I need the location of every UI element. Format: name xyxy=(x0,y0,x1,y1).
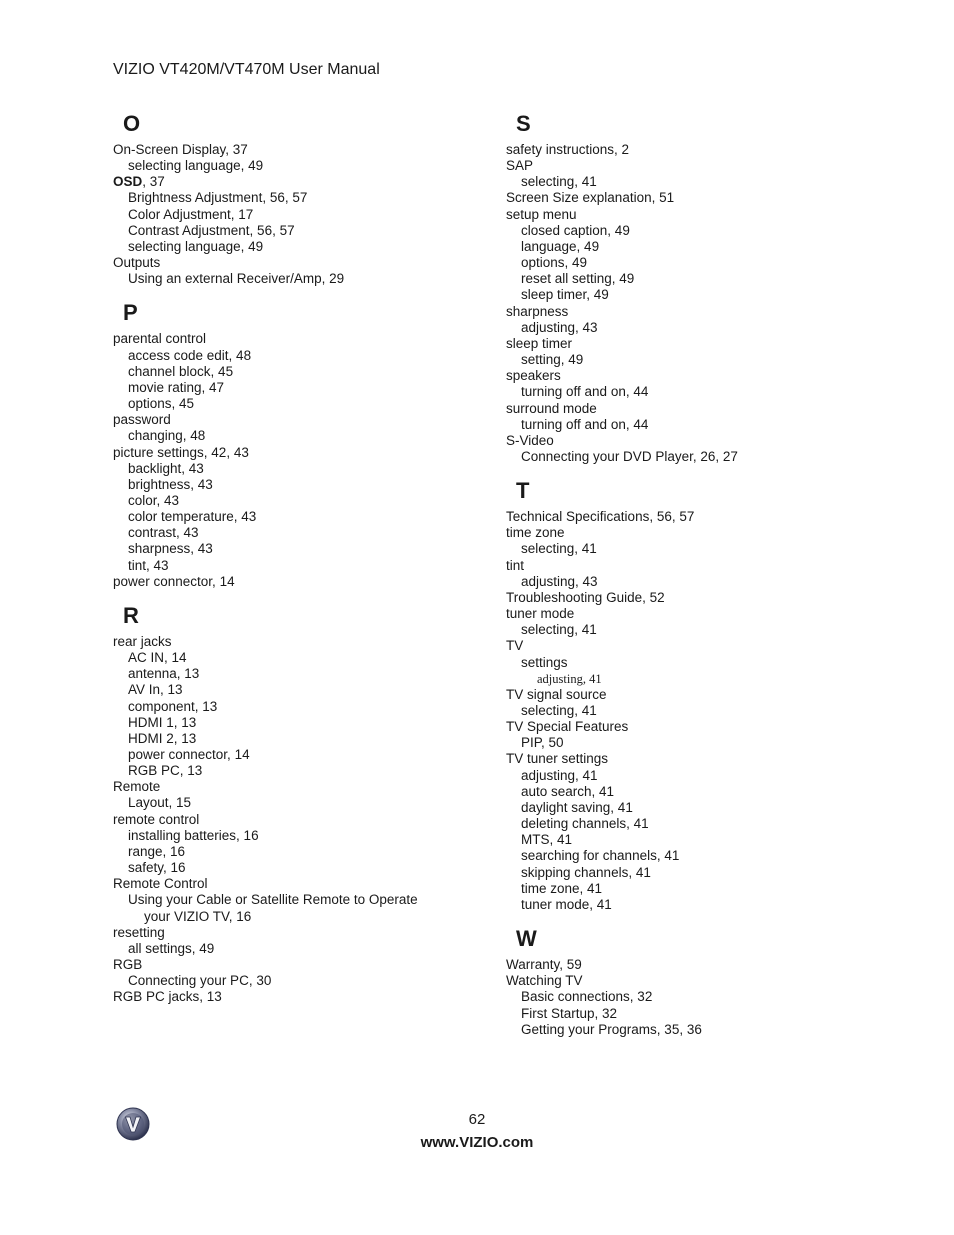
index-subentry: AV In, 13 xyxy=(128,682,183,698)
index-subentry: Basic connections, 32 xyxy=(521,989,653,1005)
index-entries xyxy=(113,142,493,287)
index-subentry: language, 49 xyxy=(521,238,600,254)
index-entry: RGB xyxy=(113,957,143,973)
index-entry: rear jacks xyxy=(113,633,172,649)
index-subentry: HDMI 1, 13 xyxy=(128,714,197,730)
index-entries xyxy=(506,957,886,1038)
section-letter: W xyxy=(516,926,537,952)
index-subentry: turning off and on, 44 xyxy=(521,416,649,432)
section-letter: P xyxy=(123,300,138,326)
index-subentry: adjusting, 41 xyxy=(537,671,602,686)
index-entry: TV Special Features xyxy=(506,719,629,735)
index-entry: safety instructions, 2 xyxy=(506,142,630,157)
index-subentry: range, 16 xyxy=(128,843,186,859)
index-entries xyxy=(113,634,493,1006)
index-entry: TV xyxy=(506,638,524,654)
index-subentry: searching for channels, 41 xyxy=(521,848,680,864)
index-entry: surround mode xyxy=(506,400,597,416)
index-entries xyxy=(113,331,493,590)
index-subentry: closed caption, 49 xyxy=(521,222,630,238)
index-entry: password xyxy=(113,412,171,428)
index-subentry: adjusting, 43 xyxy=(521,573,598,589)
index-entry: S-Video xyxy=(506,432,554,448)
index-subentry: turning off and on, 44 xyxy=(521,384,649,400)
section-letter: S xyxy=(516,111,531,136)
index-subentry: all settings, 49 xyxy=(128,940,215,956)
index-subentry: HDMI 2, 13 xyxy=(128,730,197,746)
index-subentry: reset all setting, 49 xyxy=(521,271,635,287)
index-subentry: access code edit, 48 xyxy=(128,347,252,363)
index-subentry: brightness, 43 xyxy=(128,476,213,492)
index-section-w xyxy=(506,925,886,1038)
index-entry: speakers xyxy=(506,368,561,384)
index-entry: Technical Specifications, 56, 57 xyxy=(506,509,695,525)
index-entry: picture settings, 42, 43 xyxy=(113,444,249,460)
index-subentry: selecting, 41 xyxy=(521,622,597,638)
index-subentry: First Startup, 32 xyxy=(521,1005,618,1021)
index-subentry: selecting, 41 xyxy=(521,174,597,190)
index-subentry: Using an external Receiver/Amp, 29 xyxy=(128,271,345,287)
index-subentry: Brightness Adjustment, 56, 57 xyxy=(128,190,308,206)
index-entries xyxy=(506,509,886,913)
index-entry: power connector, 14 xyxy=(113,573,235,589)
index-subentry: Using your Cable or Satellite Remote to Operate xyxy=(128,892,418,908)
index-entry: RGB PC jacks, 13 xyxy=(113,989,222,1005)
index-subentry: RGB PC, 13 xyxy=(128,763,203,779)
index-subentry: component, 13 xyxy=(128,698,218,714)
index-subentry: safety, 16 xyxy=(128,860,186,876)
index-entry: Remote Control xyxy=(113,876,208,892)
index-entry: sleep timer xyxy=(506,335,573,351)
index-subentry: MTS, 41 xyxy=(521,832,573,848)
index-subentry: changing, 48 xyxy=(128,428,206,444)
index-entry: Watching TV xyxy=(506,973,583,989)
index-subentry: deleting channels, 41 xyxy=(521,816,649,832)
index-subentry: adjusting, 41 xyxy=(521,767,598,783)
section-letter: T xyxy=(516,478,530,504)
index-subentry: skipping channels, 41 xyxy=(521,864,651,880)
index-subentry: power connector, 14 xyxy=(128,747,250,762)
index-subentry: settings xyxy=(521,654,568,670)
page-number: 62 xyxy=(468,1111,486,1128)
index-subentry: sleep timer, 49 xyxy=(521,287,609,303)
index-subentry: selecting language, 49 xyxy=(128,158,264,174)
index-entry: Troubleshooting Guide, 52 xyxy=(506,589,665,605)
index-subentry: color temperature, 43 xyxy=(128,509,257,525)
section-letter: R xyxy=(123,602,139,628)
index-subentry: tint, 43 xyxy=(128,557,169,573)
index-entry: Screen Size explanation, 51 xyxy=(506,190,675,206)
index-subentry: color, 43 xyxy=(128,492,180,508)
index-entry: resetting xyxy=(113,924,165,940)
index-entry: Warranty, 59 xyxy=(506,957,582,973)
index-subentry: setting, 49 xyxy=(521,352,584,368)
index-subentry: antenna, 13 xyxy=(128,666,200,682)
index-subentry: Color Adjustment, 17 xyxy=(128,206,254,222)
index-section-p xyxy=(113,299,493,590)
index-subentry: AC IN, 14 xyxy=(128,650,187,666)
index-subentry: channel block, 45 xyxy=(128,363,234,379)
index-subentry: tuner mode, 41 xyxy=(521,896,612,912)
page-header: VIZIO VT420M/VT470M User Manual xyxy=(113,61,380,78)
index-entry xyxy=(113,174,493,190)
index-entry: TV signal source xyxy=(506,686,607,702)
index-subentry: installing batteries, 16 xyxy=(128,827,259,843)
index-subentry: options, 45 xyxy=(128,396,195,412)
index-section-r xyxy=(113,602,493,1006)
index-entries xyxy=(506,142,886,465)
index-subentry: options, 49 xyxy=(521,255,588,271)
index-subentry: contrast, 43 xyxy=(128,525,199,541)
index-subentry: adjusting, 43 xyxy=(521,319,598,335)
index-subentry: Layout, 15 xyxy=(128,795,192,811)
index-subentry: daylight saving, 41 xyxy=(521,799,633,815)
index-section-o xyxy=(113,110,493,287)
index-subentry: Getting your Programs, 35, 36 xyxy=(521,1021,702,1037)
index-entry: remote control xyxy=(113,811,200,827)
index-subentry: your VIZIO TV, 16 xyxy=(144,908,252,924)
index-entry-pages: , 37 xyxy=(142,174,165,190)
index-subentry: Connecting your DVD Player, 26, 27 xyxy=(521,448,738,464)
website-link[interactable]: www.VIZIO.com xyxy=(420,1134,534,1151)
index-entry: sharpness xyxy=(506,303,569,319)
index-subentry: movie rating, 47 xyxy=(128,379,225,395)
index-entry: setup menu xyxy=(506,206,577,222)
index-subentry: selecting, 41 xyxy=(521,541,597,557)
section-letter: O xyxy=(123,111,141,136)
index-entry: tuner mode xyxy=(506,606,575,622)
index-entry: Outputs xyxy=(113,255,161,271)
index-subentry: sharpness, 43 xyxy=(128,541,213,557)
index-subentry: PIP, 50 xyxy=(521,735,564,751)
index-subentry: Connecting your PC, 30 xyxy=(128,973,272,989)
index-entry: On-Screen Display, 37 xyxy=(113,142,248,157)
index-subentry: selecting, 41 xyxy=(521,703,597,718)
index-entry: tint xyxy=(506,557,525,573)
index-column-left xyxy=(113,110,493,1006)
index-subentry: time zone, 41 xyxy=(521,880,603,896)
index-entry: parental control xyxy=(113,331,207,347)
index-subentry: auto search, 41 xyxy=(521,783,615,799)
index-entry-term: OSD xyxy=(113,174,143,190)
index-entry: SAP xyxy=(506,158,534,174)
index-entry: Remote xyxy=(113,779,161,795)
index-section-s xyxy=(506,110,886,465)
index-column-right xyxy=(506,110,886,1038)
index-section-t xyxy=(506,477,886,913)
index-subentry: backlight, 43 xyxy=(128,460,204,476)
index-subentry: Contrast Adjustment, 56, 57 xyxy=(128,222,295,238)
index-entry: TV tuner settings xyxy=(506,751,609,767)
index-subentry: selecting language, 49 xyxy=(128,238,264,254)
index-entry: time zone xyxy=(506,525,565,541)
